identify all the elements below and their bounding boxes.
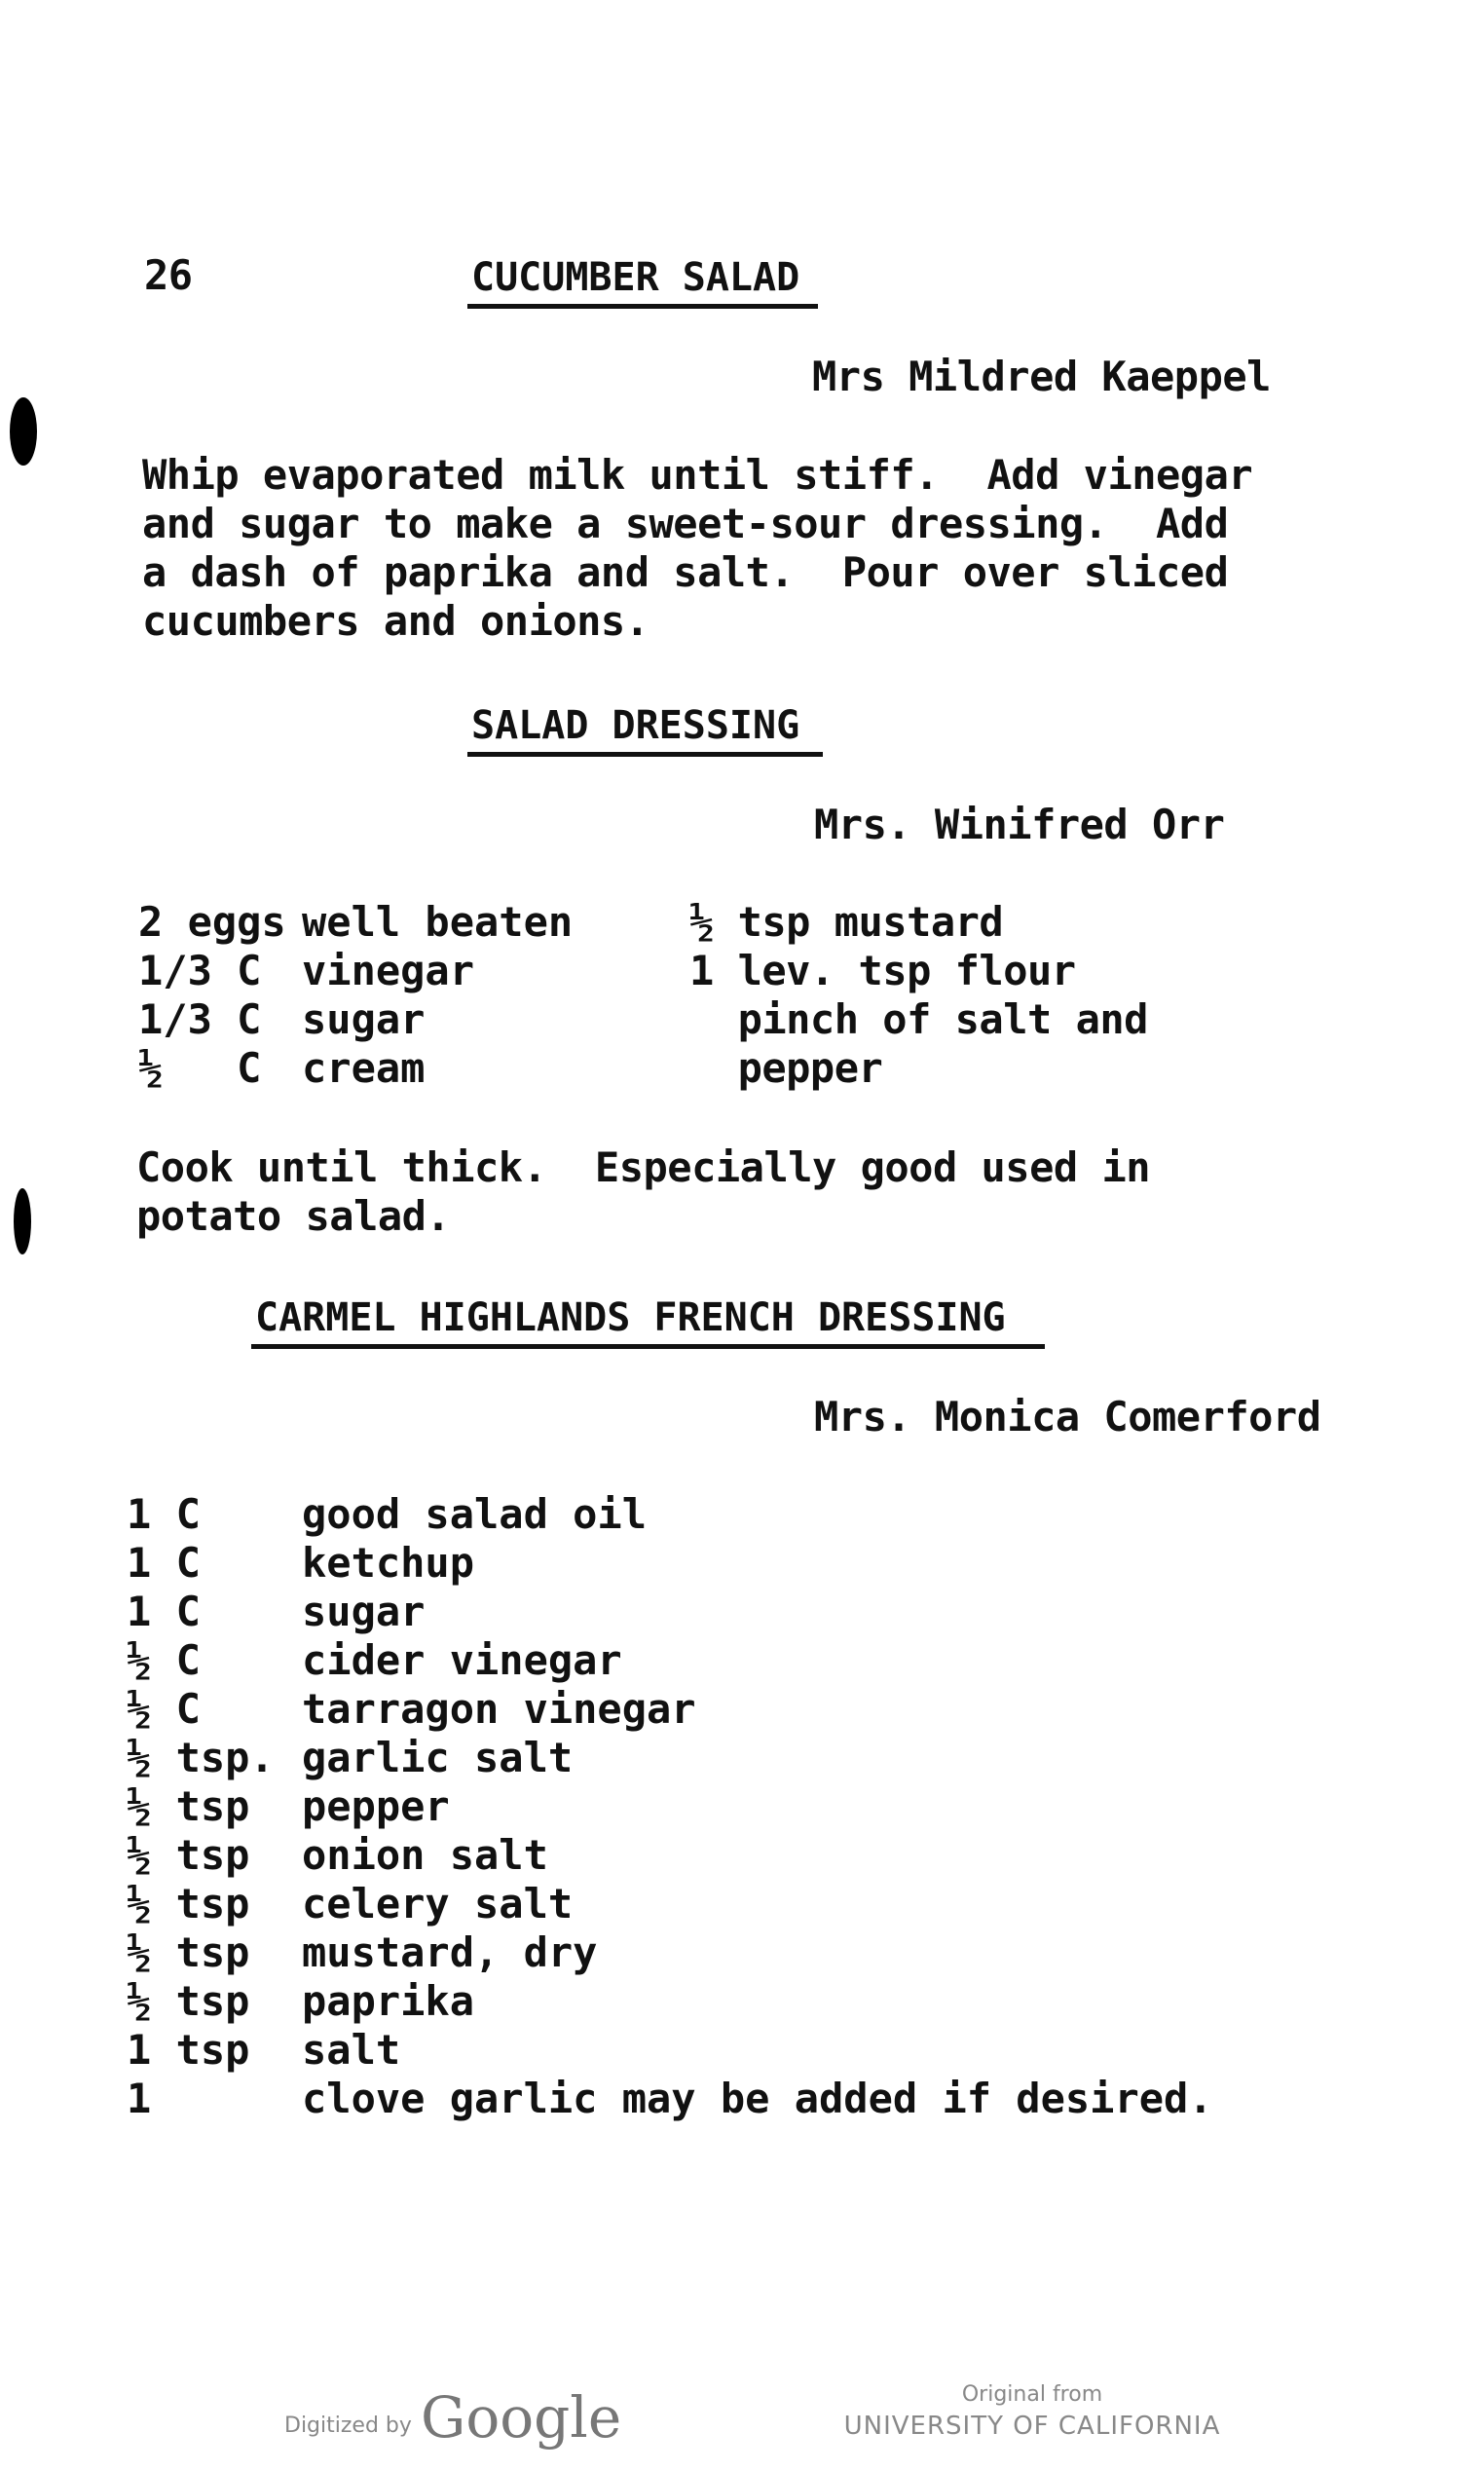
ingredient-quantity: ½ C [127, 1685, 201, 1733]
directions-line: cucumbers and onions. [142, 597, 649, 645]
directions-line: and sugar to make a sweet-sour dressing. Add [142, 500, 1229, 547]
ingredient-quantity: 1/3 C [138, 995, 262, 1043]
title-underline [467, 752, 823, 757]
ingredient-name: garlic salt [302, 1734, 574, 1781]
ingredient-quantity: 1/3 C [138, 947, 262, 994]
ingredient-line: pepper [689, 1044, 883, 1092]
binding-hole-mark [14, 1188, 31, 1254]
ingredient-name: cider vinegar [302, 1636, 622, 1684]
recipe-author: Mrs. Monica Comerford [814, 1393, 1321, 1441]
google-logo: Google [421, 2384, 622, 2451]
ingredient-quantity: 1 C [127, 1588, 201, 1635]
ingredient-quantity: 1 [127, 2075, 152, 2122]
ingredient-name: salt [302, 2026, 401, 2074]
ingredient-quantity: ½ tsp [127, 1977, 250, 2025]
original-from-label: Original from [961, 2382, 1103, 2407]
title-underline [467, 304, 818, 309]
ingredient-quantity: ½ tsp [127, 1782, 250, 1830]
ingredient-name: onion salt [302, 1831, 548, 1879]
ingredient-line: 1 lev. tsp flour [689, 947, 1076, 994]
directions-line: Whip evaporated milk until stiff. Add vinegar [142, 451, 1253, 499]
ingredient-line: pinch of salt and [689, 995, 1148, 1043]
recipe-title: CUCUMBER SALAD [471, 255, 800, 300]
ingredient-name: well beaten [302, 898, 574, 946]
ingredient-quantity: 2 eggs [138, 898, 286, 946]
directions-line: a dash of paprika and salt. Pour over sliced [142, 548, 1229, 596]
binding-hole-mark [10, 397, 37, 466]
ingredient-quantity: ½ C [138, 1044, 262, 1092]
ingredient-line: ½ tsp mustard [689, 898, 1004, 946]
recipe-title: CARMEL HIGHLANDS FRENCH DRESSING [255, 1295, 1006, 1340]
ingredient-name: celery salt [302, 1880, 574, 1927]
ingredient-name: tarragon vinegar [302, 1685, 696, 1733]
page-number: 26 [144, 251, 193, 299]
ingredient-quantity: ½ tsp [127, 1928, 250, 1976]
ingredient-name: mustard, dry [302, 1928, 598, 1976]
ingredient-quantity: ½ tsp [127, 1831, 250, 1879]
recipe-author: Mrs. Winifred Orr [814, 801, 1225, 848]
ingredient-name: vinegar [302, 947, 475, 994]
ingredient-name: pepper [302, 1782, 450, 1830]
ingredient-name: cream [302, 1044, 426, 1092]
title-underline [251, 1344, 1045, 1349]
directions-line: potato salad. [136, 1192, 451, 1240]
institution-label: UNIVERSITY OF CALIFORNIA [843, 2412, 1221, 2441]
ingredient-name: paprika [302, 1977, 475, 2025]
ingredient-quantity: 1 C [127, 1490, 201, 1538]
ingredient-name: clove garlic may be added if desired. [302, 2075, 1213, 2122]
ingredient-quantity: ½ tsp. [127, 1734, 275, 1781]
ingredient-quantity: ½ C [127, 1636, 201, 1684]
ingredient-name: ketchup [302, 1539, 475, 1587]
ingredient-name: good salad oil [302, 1490, 648, 1538]
ingredient-quantity: 1 tsp [127, 2026, 250, 2074]
ingredient-quantity: ½ tsp [127, 1880, 250, 1927]
ingredient-quantity: 1 C [127, 1539, 201, 1587]
directions-line: Cook until thick. Especially good used in [136, 1143, 1151, 1191]
digitized-by-label: Digitized by [284, 2414, 412, 2438]
ingredient-name: sugar [302, 995, 426, 1043]
recipe-title: SALAD DRESSING [471, 703, 800, 748]
ingredient-name: sugar [302, 1588, 426, 1635]
recipe-author: Mrs Mildred Kaeppel [812, 353, 1271, 400]
